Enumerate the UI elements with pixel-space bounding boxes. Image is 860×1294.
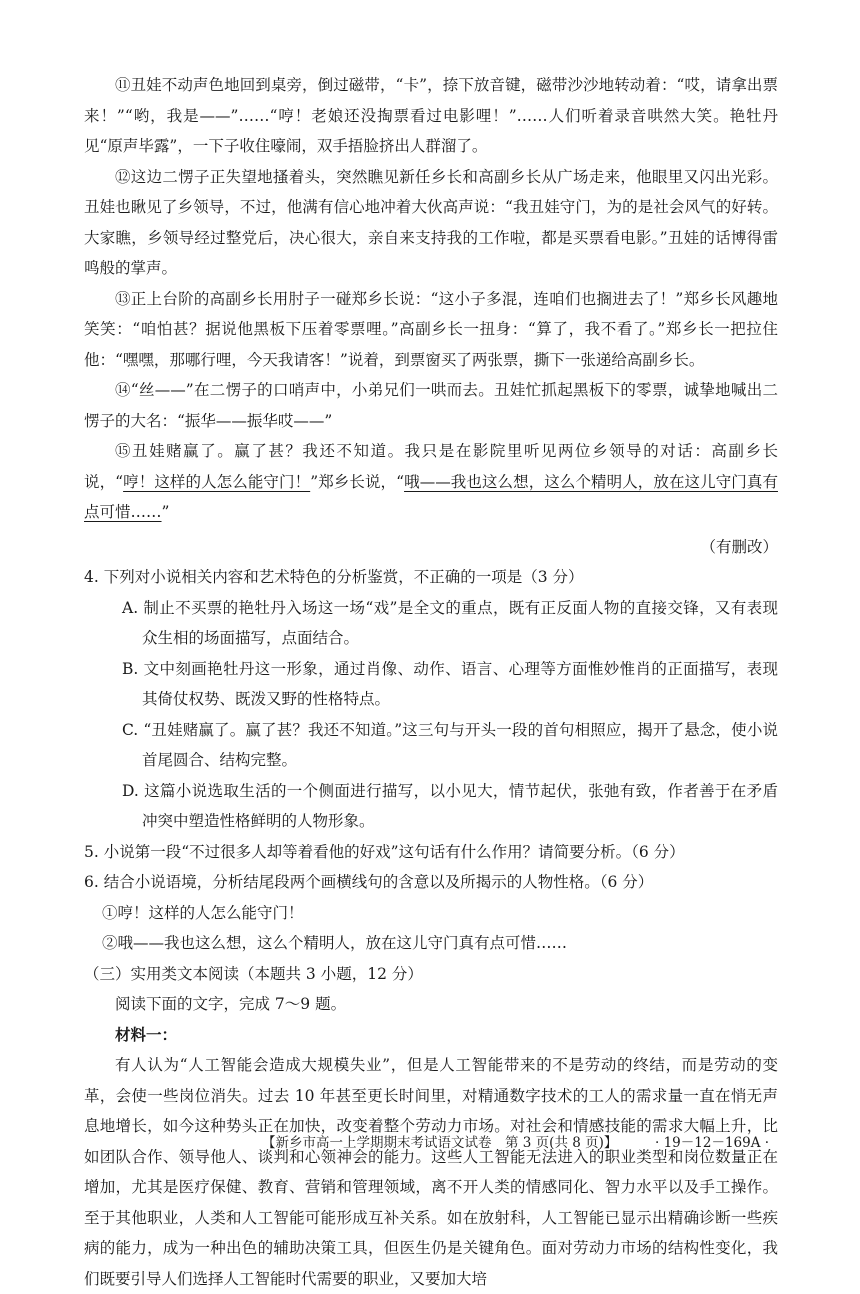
question-4-option-c: C. “丑娃赌赢了。赢了甚？我还不知道。”这三句与开头一段的首句相照应，揭开了悬念，使小说首尾圆合、结构完整。 — [122, 720, 778, 769]
question-4-option-a: A. 制止不买票的艳牡丹入场这一场“戏”是全文的重点，既有正反面人物的直接交锋，又有表现众生相的场面描写，点面结合。 — [122, 598, 778, 647]
question-4-option-d: D. 这篇小说选取生活的一个侧面进行描写，以小见大，情节起伏，张弛有致，作者善于在矛盾冲突中塑造性格鲜明的人物形象。 — [122, 781, 778, 830]
source-note: （有删改） — [700, 537, 778, 556]
footer-exam-title: 【新乡市高一上学期期末考试语文试卷 第 3 页(共 8 页)】 — [262, 1135, 618, 1151]
paragraph-12: ⑫这边二愣子正失望地搔着头，突然瞧见新任乡长和高副乡长从广场走来，他眼里又闪出光彩。丑娃也瞅见了乡领导，不过，他满有信心地冲着大伙高声说：“我丑娃守门，为的是社会风气的好转。大家瞧，乡领导经过整党后，决心很大，亲自来支持我的工作啦，都是买票看电影。”丑娃的话博得雷鸣般的掌声。 — [84, 167, 778, 277]
paragraph-13: ⑬正上台阶的高副乡长用肘子一碰郑乡长说：“这小子多混，连咱们也搁进去了！”郑乡长风趣地笑笑：“咱怕甚？据说他黑板下压着零票哩。”高副乡长一扭身：“算了，我不看了。”郑乡长一把拉住他：“嘿嘿，那哪行哩，今天我请客！”说着，到票窗买了两张票，撕下一张递给高副乡长。 — [84, 289, 778, 369]
page-footer — [0, 1131, 860, 1155]
underlined-sentence-1: 哼！这样的人怎么能守门！ — [123, 472, 311, 491]
material-1-label: 材料一： — [115, 1024, 178, 1044]
question-5: 5. 小说第一段“不过很多人却等着看他的好戏”这句话有什么作用？请简要分析。（6 分） — [84, 842, 685, 861]
question-4-option-b: B. 文中刻画艳牡丹这一形象，通过肖像、动作、语言、心理等方面惟妙惟肖的正面描写，表现其倚仗权势、既泼又野的性格特点。 — [122, 659, 778, 708]
paragraph-14: ⑭“丝——”在二愣子的口哨声中，小弟兄们一哄而去。丑娃忙抓起黑板下的零票，诚挚地喊出二愣子的大名：“振华——振华哎——” — [84, 381, 778, 430]
question-6-sentence-1: ①哼！这样的人怎么能守门！ — [102, 903, 304, 922]
section-3-instruction: 阅读下面的文字，完成 7～9 题。 — [115, 995, 347, 1013]
paragraph-15-mid: ”郑乡长说，“ — [310, 472, 405, 491]
question-6-sentence-2: ②哦——我也这么想，这么个精明人，放在这儿守门真有点可惜…… — [102, 934, 568, 952]
paragraph-11: ⑪丑娃不动声色地回到桌旁，倒过磁带，“卡”，捺下放音键，磁带沙沙地转动着：“哎，请拿出票来！”“哟，我是——”……“哼！老娘还没掏票看过电影哩！”……人们听着录音哄然大笑。艳牡丹见“原声毕露”，一下子收住嚎闹，双手捂脸挤出人群溜了。 — [84, 76, 778, 155]
footer-code: · 19－12－169A · — [655, 1135, 770, 1151]
underlined-sentence-2: 哦——我也这么想，这么个精明人，放在这儿守门真有点可惜…… — [84, 472, 778, 521]
paragraph-15-end: ” — [161, 503, 170, 521]
question-4: 4. 下列对小说相关内容和艺术特色的分析鉴赏，不正确的一项是（3 分） — [84, 568, 584, 586]
question-6: 6. 结合小说语境，分析结尾段两个画横线句的含意以及所揭示的人物性格。（6 分） — [84, 873, 654, 891]
section-3-heading: （三）实用类文本阅读（本题共 3 小题，12 分） — [84, 964, 423, 983]
page-content — [84, 70, 778, 1294]
paragraph-15-text: ⑮丑娃赌赢了。赢了甚？我还不知道。我只是在影院里听见两位乡领导的对话：高副乡长说，“ — [84, 442, 778, 491]
material-1-text: 有人认为“人工智能会造成大规模失业”，但是人工智能带来的不是劳动的终结，而是劳动的变革，会使一些岗位消失。过去 10 年甚至更长时间里，对精通数字技术的工人的需求量一直在悄无声息地增长，如今这种势头正在加快，改变着整个劳动力市场。对社会和情感技能的需求大幅上升，比如团队合作、领导他人、谈判和心领神会的能力。这些人工智能无法进入的职业类型和岗位数量正在增加，尤其是医疗保健、教育、营销和管理领域，离不开人类的情感同化、智力水平以及手工操作。至于其他职业，人类和人工智能可能形成互补关系。如在放射科，人工智能已显示出精确诊断一些疾病的能力，成为一种出色的辅助决策工具，但医生仍是关键角色。面对劳动力市场的结构性变化，我们既要引导人们选择人工智能时代需要的职业，又要加大培 — [84, 1056, 778, 1288]
paragraph-15 — [84, 436, 778, 528]
